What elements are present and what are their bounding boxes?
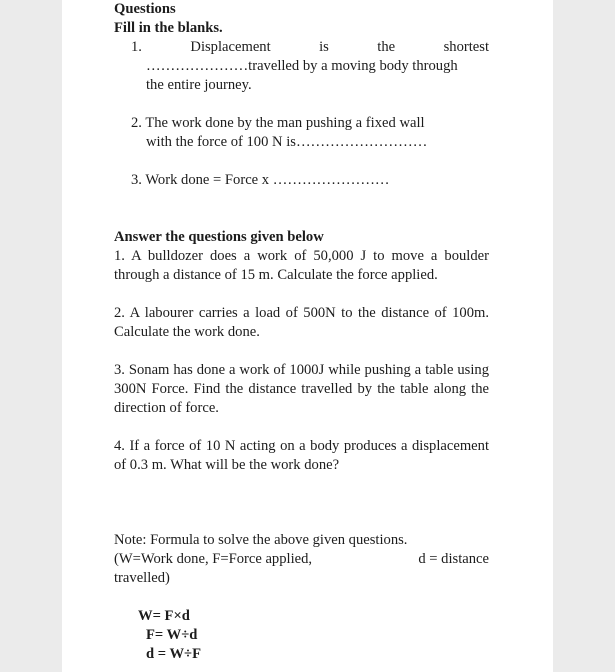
fill-question-1-line3: the entire journey. [146, 77, 252, 93]
q1-word: the [377, 39, 396, 55]
q1-word: shortest [443, 39, 489, 55]
fill-question-1-line2: …………………travelled by a moving body through [146, 58, 458, 74]
document-content [114, 0, 489, 664]
fill-question-1-line1 [114, 38, 489, 57]
formula-distance: d = W÷F [146, 646, 201, 662]
answer-question: 2. A labourer carries a load of 500N to the distance of 100m. Calculate the work done. [114, 305, 489, 340]
q1-word: Displacement [190, 39, 271, 55]
q1-number: 1. [131, 39, 142, 55]
fill-question-2 [114, 114, 489, 152]
title: Questions [114, 1, 176, 17]
q1-word: is [319, 39, 329, 55]
fill-question-2-line2: with the force of 100 N is……………………… [146, 134, 428, 150]
formula-note [114, 531, 489, 588]
fill-question-1 [114, 38, 489, 95]
note-line2 [114, 550, 489, 569]
note-line1: Note: Formula to solve the above given questions. [114, 532, 408, 548]
fill-question-2-line1: 2. The work done by the man pushing a fixed wall [131, 115, 425, 131]
answer-question: 1. A bulldozer does a work of 50,000 J to move a boulder through a distance of 15 m. Calculate the force applied. [114, 248, 489, 283]
fill-blanks-heading: Fill in the blanks. [114, 20, 223, 36]
answer-question: 4. If a force of 10 N acting on a body produces a displacement of 0.3 m. What will be the work done? [114, 438, 489, 473]
answer-question: 3. Sonam has done a work of 1000J while pushing a table using 300N Force. Find the distance travelled by the table along the direction of force. [114, 362, 489, 416]
document-page [62, 0, 553, 672]
fill-question-3: 3. Work done = Force x …………………… [131, 172, 390, 188]
formula-work: W= F×d [138, 608, 190, 624]
formula-list [114, 607, 489, 664]
note-line2-left: (W=Work done, F=Force applied, [114, 551, 313, 567]
answers-heading: Answer the questions given below [114, 229, 324, 245]
note-line2-right: d = distance [418, 551, 489, 567]
formula-force: F= W÷d [146, 627, 198, 643]
note-line3: travelled) [114, 570, 170, 586]
